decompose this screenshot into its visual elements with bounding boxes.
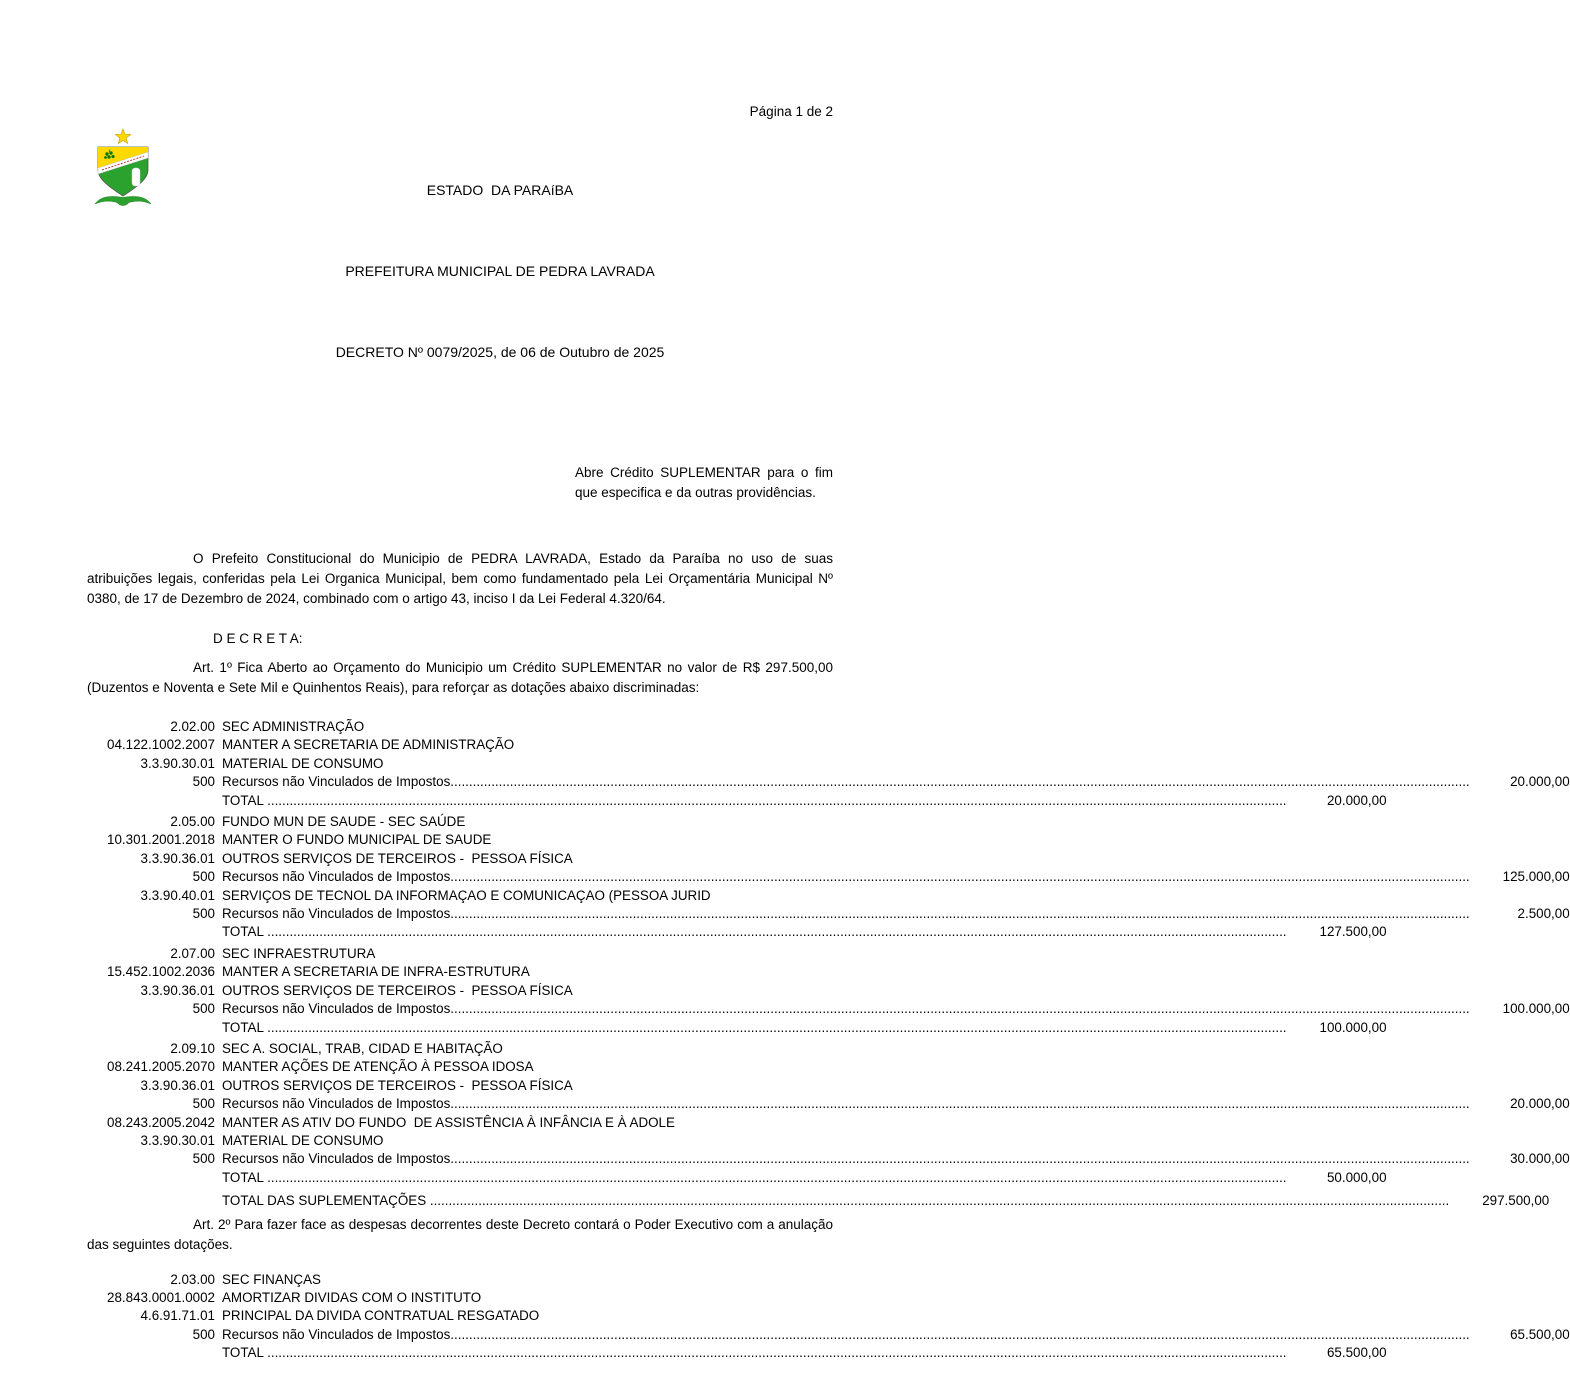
budget-code: 2.07.00 [170,945,215,961]
budget-label: Recursos não Vinculados de Impostos [222,869,451,885]
budget-row [87,1289,805,1307]
budget-value: 20.000,00 [1510,774,1570,790]
budget-section [87,718,1570,810]
budget-value: 20.000,00 [1510,1096,1570,1112]
grand-total-row [87,1192,1550,1210]
budget-label: Recursos não Vinculados de Impostos [222,1096,451,1112]
budget-row [87,868,1570,886]
budget-label-cell [222,1058,805,1076]
header-decree-title: DECRETO Nº 0079/2025, de 06 de Outubro de 2025 [335,344,665,360]
budget-row [87,982,805,1000]
budget-row [87,1114,805,1132]
budget-label: OUTROS SERVIÇOS DE TERCEIROS - PESSOA FÍSICA [222,1077,573,1093]
budget-label: FUNDO MUN DE SAUDE - SEC SAÚDE [222,814,466,830]
budget-code: 2.05.00 [170,814,215,830]
budget-code: 08.241.2005.2070 [107,1059,215,1075]
budget-label: TOTAL [222,1019,268,1035]
budget-label-cell [222,1132,805,1150]
budget-label: MATERIAL DE CONSUMO [222,1132,384,1148]
budget-row [87,963,805,981]
budget-label: MANTER O FUNDO MUNICIPAL DE SAUDE [222,832,492,848]
budget-label-cell [222,1000,1470,1018]
article-2-paragraph: Art. 2º Para fazer face as despesas decorrentes deste Decreto contará o Poder Executivo com a anulação das seguintes dotações. [87,1216,833,1252]
budget-label: OUTROS SERVIÇOS DE TERCEIROS - PESSOA FÍSICA [222,982,573,998]
budget-label-cell [222,1271,805,1289]
budget-code: 2.03.00 [170,1271,215,1287]
budget-label: Recursos não Vinculados de Impostos [222,1001,451,1017]
budget-code: 500 [192,1151,215,1167]
header-lines [167,123,833,420]
budget-code: 3.3.90.30.01 [140,755,215,771]
budget-code: 500 [192,1326,215,1342]
budget-row [87,813,805,831]
budget-row [87,773,1570,791]
dotted-leader [450,868,1469,886]
budget-code: 2.09.10 [170,1040,215,1056]
budget-label-cell [222,1114,805,1132]
budget-section [87,945,1570,1037]
budget-code: 28.843.0001.0002 [107,1289,215,1305]
budget-value: 50.000,00 [1326,1169,1387,1185]
budget-row [87,792,1387,810]
budget-label-cell [222,1077,805,1095]
budget-label: MANTER A SECRETARIA DE INFRA-ESTRUTURA [222,964,530,980]
budget-code: 10.301.2001.2018 [107,832,215,848]
dotted-leader [267,1169,1286,1187]
budget-row [87,923,1387,941]
budget-row [87,1169,1387,1187]
budget-row [87,1019,1387,1037]
budget-label: Recursos não Vinculados de Impostos [222,774,451,790]
budget-row [87,1271,805,1289]
budget-row [87,1150,1570,1168]
document-header [87,123,833,420]
budget-code: 500 [192,906,215,922]
dotted-leader [267,792,1286,810]
budget-value: 30.000,00 [1510,1151,1570,1167]
budget-code: 3.3.90.36.01 [140,982,215,998]
budget-label-cell [222,1019,1287,1037]
budget-label-cell [222,945,805,963]
budget-label: TOTAL DAS SUPLEMENTAÇÕES [222,1193,430,1209]
budget-row [87,1000,1570,1018]
budget-label-cell [222,1095,1470,1113]
budget-label: MANTER AÇÕES DE ATENÇÃO À PESSOA IDOSA [222,1059,534,1075]
preamble-paragraph: O Prefeito Constitucional do Municipio de PEDRA LAVRADA, Estado da Paraíba no uso de suas atribuições legais, conferidas pela Lei Organica Municipal, bem como fundamentado pela Lei Orçamentária Municipal Nº 0380, de 17 de Dezembro de 2024, combinado com o artigo 43, inciso I da Lei Federal 4.320/64. [87,551,833,606]
budget-row [87,1326,1570,1344]
document-page [0,103,1570,1374]
budget-value: 125.000,00 [1502,869,1570,885]
budget-label: TOTAL [222,1169,268,1185]
budget-row [87,1040,805,1058]
budget-value: 20.000,00 [1326,792,1387,808]
budget-label: Recursos não Vinculados de Impostos [222,906,451,922]
budget-row [87,831,805,849]
budget-value: 100.000,00 [1319,1019,1387,1035]
budget-label-cell [222,887,805,905]
budget-label: MANTER AS ATIV DO FUNDO DE ASSISTÊNCIA À INFÂNCIA E À ADOLE [222,1114,675,1130]
budget-label-cell [222,1192,1449,1210]
budget-label-cell [222,1307,805,1325]
budget-label-cell [222,963,805,981]
budget-code: 3.3.90.36.01 [140,850,215,866]
budget-code: 04.122.1002.2007 [107,737,215,753]
document-content [0,103,1570,1363]
budget-row [87,1132,805,1150]
budget-row [87,1077,805,1095]
budget-label-cell [222,868,1470,886]
budget-label-cell [222,850,805,868]
header-municipality: PREFEITURA MUNICIPAL DE PEDRA LAVRADA [345,263,655,279]
budget-row [87,850,805,868]
budget-row [87,736,805,754]
dotted-leader [450,1000,1469,1018]
budget-row [87,718,805,736]
budget-value: 297.500,00 [1482,1193,1550,1209]
budget-code: 4.6.91.71.01 [140,1308,215,1324]
budget-label-cell [222,718,805,736]
budget-label-cell [222,923,1287,941]
ribbon-icon [95,196,151,205]
star-icon [115,129,130,144]
dotted-leader [267,1019,1286,1037]
budget-label: TOTAL [222,924,268,940]
budget-label: PRINCIPAL DA DIVIDA CONTRATUAL RESGATADO [222,1308,540,1324]
budget-label: SERVIÇOS DE TECNOL DA INFORMAÇAO E COMUNICAÇAO (PESSOA JURID [222,887,711,903]
budget-label: Recursos não Vinculados de Impostos [222,1151,451,1167]
budget-label: TOTAL [222,792,268,808]
budget-value: 127.500,00 [1319,924,1387,940]
dotted-leader [430,1192,1449,1210]
dotted-leader [450,773,1469,791]
budget-code: 500 [192,774,215,790]
budget-row [87,945,805,963]
budget-label: OUTROS SERVIÇOS DE TERCEIROS - PESSOA FÍSICA [222,850,573,866]
budget-value: 65.500,00 [1510,1326,1570,1342]
budget-label-cell [222,1150,1470,1168]
budget-label-cell [222,736,805,754]
monolith-icon [132,168,140,186]
decree-summary: Abre Crédito SUPLEMENTAR para o fim que especifica e da outras providências. [575,465,833,500]
budget-section [87,813,1570,942]
dotted-leader [450,905,1469,923]
dotted-leader [267,1344,1286,1362]
budget-row [87,1095,1570,1113]
budget-code: 500 [192,1001,215,1017]
budget-code: 15.452.1002.2036 [107,964,215,980]
budget-row [87,1307,805,1325]
budget-code: 3.3.90.36.01 [140,1077,215,1093]
budget-code: 08.243.2005.2042 [107,1114,215,1130]
budget-label-cell [222,755,805,773]
budget-label: SEC FINANÇAS [222,1271,321,1287]
budget-value: 65.500,00 [1326,1345,1387,1361]
budget-row [87,755,805,773]
budget-label-cell [222,1344,1287,1362]
budget-row [87,887,805,905]
budget-label: AMORTIZAR DIVIDAS COM O INSTITUTO [222,1289,482,1305]
budget-code: 3.3.90.30.01 [140,1132,215,1148]
budget-label: SEC INFRAESTRUTURA [222,945,376,961]
budget-code: 500 [192,869,215,885]
page-indicator: Página 1 de 2 [749,104,833,119]
budget-label-cell [222,1169,1287,1187]
budget-label: MANTER A SECRETARIA DE ADMINISTRAÇÃO [222,737,515,753]
header-state: ESTADO DA PARAíBA [426,182,574,198]
budget-section [87,1271,1570,1363]
budget-section [87,1040,1570,1187]
budget-label: TOTAL [222,1345,268,1361]
budget-label-cell [222,792,1287,810]
budget-label: MATERIAL DE CONSUMO [222,755,384,771]
budget-label-cell [222,905,1470,923]
budget-label-cell [222,982,805,1000]
budget-label-cell [222,1326,1470,1344]
budget-code: 500 [192,1096,215,1112]
anulacao-table [87,1271,1570,1363]
suplementacao-table [87,718,1570,1211]
budget-code: 2.02.00 [170,719,215,734]
budget-label-cell [222,831,805,849]
decreta-heading: D E C R E T A: [213,631,303,646]
municipal-coat-of-arms-icon [94,128,152,212]
budget-label: SEC A. SOCIAL, TRAB, CIDAD E HABITAÇÃO [222,1040,503,1056]
dotted-leader [267,923,1286,941]
budget-label-cell [222,773,1470,791]
budget-value: 100.000,00 [1502,1001,1570,1017]
budget-row [87,1344,1387,1362]
budget-label: Recursos não Vinculados de Impostos [222,1326,451,1342]
budget-value: 2.500,00 [1517,906,1570,922]
article-1-paragraph: Art. 1º Fica Aberto ao Orçamento do Municipio um Crédito SUPLEMENTAR no valor de R$ 297.500,00 (Duzentos e Noventa e Sete Mil e Quinhentos Reais), para reforçar as dotações abaixo discriminadas: [87,660,833,695]
dotted-leader [450,1150,1469,1168]
dotted-leader [450,1326,1469,1344]
budget-label-cell [222,1040,805,1058]
budget-row [87,1058,805,1076]
budget-label-cell [222,813,805,831]
budget-code: 3.3.90.40.01 [140,887,215,903]
dotted-leader [450,1095,1469,1113]
budget-row [87,905,1570,923]
budget-label-cell [222,1289,805,1307]
budget-label: SEC ADMINISTRAÇÃO [222,719,365,734]
